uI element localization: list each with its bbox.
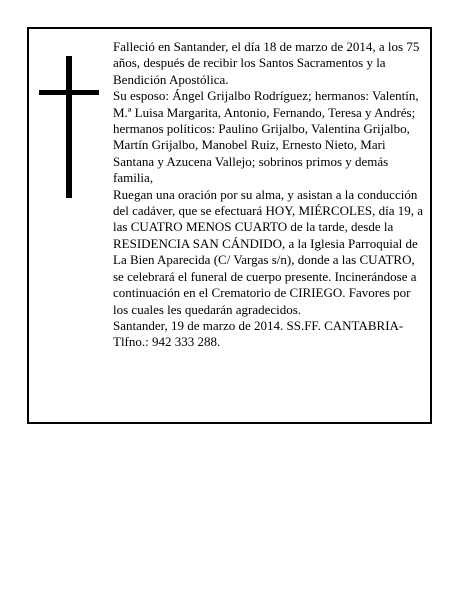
funeral-details-paragraph: Ruegan una oración por su alma, y asistan a la conducción del cadáver, que se efectuará HOY, MIÉRCOLES, día 19, a las CUATRO MENOS CUARTO de la tarde, desde la RESIDENCIA SAN CÁNDIDO, a la Iglesia Parroquial de La Bien Aparecida (C/ Vargas s/n), donde a las CUATRO, se celebrará el funeral de cuerpo presente. Incinerándose a continuación en el Crematorio de CIRIEGO. Favores por los cuales les quedarán agradecidos.: [113, 186, 424, 317]
obituary-notice: [27, 27, 432, 424]
cross-vertical-bar: [66, 56, 72, 198]
obituary-text: [113, 39, 426, 351]
cross-horizontal-bar: [39, 90, 99, 95]
family-paragraph: Su esposo: Ángel Grijalbo Rodríguez; hermanos: Valentín, M.ª Luisa Margarita, Antonio, Fernando, Teresa y Andrés; hermanos políticos: Paulino Grijalbo, Valentina Grijalbo, Martín Grijalbo, Manobel Ruiz, Ernesto Nieto, Mari Santana y Azucena Vallejo; sobrinos primos y demás familia,: [113, 88, 419, 186]
signature-paragraph: Santander, 19 de marzo de 2014. SS.FF. CANTABRIA-Tlfno.: 942 333 288.: [113, 317, 404, 350]
death-announcement-paragraph: Falleció en Santander, el día 18 de marzo de 2014, a los 75 años, después de recibir los Santos Sacramentos y la Bendición Apostólica.: [113, 39, 420, 87]
cross-icon: [39, 56, 99, 198]
